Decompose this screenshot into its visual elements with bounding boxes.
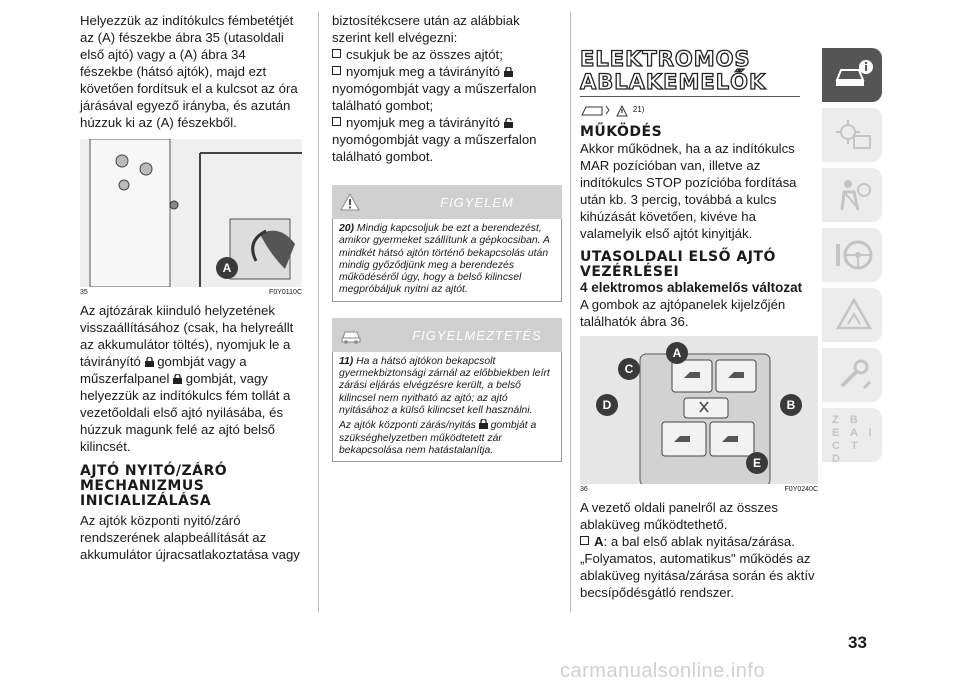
index-letters-icon: Z B E A I C T D: [832, 414, 875, 465]
checkbox-bullet-icon: [332, 117, 341, 126]
car-caution-icon: [340, 326, 362, 344]
figure-35-caption: [80, 289, 302, 296]
sidebar-tab-safety[interactable]: [822, 168, 882, 222]
bullet-3: nyomjuk meg a távirányító nyomógombját vagy a műszerfalon található gombot.: [332, 115, 537, 164]
wrench-service-icon: [834, 358, 874, 392]
bullet-a: A: a bal első ablak nyitása/zárása. „Folyamatos, automatikus" működés az ablaküveg nyitása/zárása során és aktív becsípődésgátló rendszer.: [580, 534, 815, 600]
section-title: ELEKTROMOS ABLAKEMELŐK: [580, 48, 800, 97]
lock-icon: [479, 419, 488, 429]
reference-icons: [580, 103, 818, 119]
warning-triangle-icon: [616, 105, 628, 117]
figure-35: [80, 139, 302, 287]
figure-number: 36: [580, 486, 588, 493]
lock-icon: [145, 357, 154, 367]
sidebar-tab-emergency[interactable]: [822, 288, 882, 342]
figure-36: [580, 336, 818, 484]
caution-text: Ha a hátsó ajtókon bekapcsolt gyermekbiztonsági zárnál az előbbiekben leírt zárási eljárás elvégzésre került, a belső kilincsel nem nyitható az ajtó; az ajtó nyitásához a külső kilincset kell használni.: [339, 355, 550, 416]
paragraph-3: Az ajtók központi nyitó/záró rendszerének alapbeállítását az akkumulátor újracsatlakoztatása vagy: [80, 513, 300, 562]
sidebar-tab-car-info[interactable]: [822, 48, 882, 102]
figure-36-caption: [580, 486, 818, 493]
warning-box: [332, 219, 562, 302]
warning-lights-icon: [834, 118, 874, 152]
door-lock-illustration: [80, 139, 302, 287]
chapter-sidebar: [822, 48, 884, 468]
subheading-variant: 4 elektromos ablakemelős változat: [580, 280, 803, 295]
column-3: [580, 48, 818, 601]
caution-number: 11): [339, 355, 354, 367]
lock-icon: [173, 374, 182, 384]
sidebar-tab-driving[interactable]: [822, 228, 882, 282]
checkbox-bullet-icon: [332, 66, 341, 75]
caution-header: [332, 318, 562, 352]
sidebar-tab-index[interactable]: [822, 408, 882, 465]
watermark: carmanualsonline.info: [560, 660, 766, 682]
warning-text: Mindig kapcsoljuk be ezt a berendezést, amikor gyermeket szállítunk a gépkocsiban. A mindkét hátsó ajtón történő bekapcsolás után mindig győződjünk meg a berendezés működéséről úgy, hogy a belső kilincsel megpróbáljuk nyitni az ajtót.: [339, 223, 550, 296]
figure-label-a: A: [666, 342, 688, 364]
car-info-icon: [834, 58, 874, 92]
page-number: 33: [848, 633, 867, 652]
figure-label-b: B: [780, 394, 802, 416]
bullet-2: nyomjuk meg a távirányító nyomógombját vagy a műszerfalon található gombot;: [332, 64, 537, 113]
figure-code: F0Y0110C: [269, 289, 302, 296]
warning-triangle-icon: [340, 193, 360, 211]
window-lift-icon: [580, 103, 612, 117]
figure-label-d: D: [596, 394, 618, 416]
sidebar-tab-warning-lights[interactable]: [822, 108, 882, 162]
figure-label-e: E: [746, 452, 768, 474]
bullet-1: csukjuk be az összes ajtót;: [332, 46, 562, 63]
lock-icon: [504, 67, 513, 77]
warning-title: FIGYELEM: [440, 195, 514, 210]
heading-passenger-door: UTASOLDALI ELSŐ AJTÓ VEZÉRLÉSEI: [580, 249, 776, 280]
paragraph-2: Az ajtózárak kiinduló helyzetének visszaállításához (csak, ha helyreállt az akkumulátor töltés), nyomjuk le a távirányító gombját vagy a műszerfalpanel gombját, vagy helyezzük az indítókulcs fém tollát a vezetőoldali első ajtó nyilásába, és húzzuk magunk felé az ajtó belső kilincsét.: [80, 303, 294, 454]
figure-code: F0Y0240C: [784, 486, 818, 493]
steering-wheel-icon: [834, 238, 874, 272]
column-2: [332, 12, 562, 462]
paragraph-operation: Akkor működnek, ha a az indítókulcs MAR pozícióban van, illetve az indítókulcs STOP pozícióba fordítása után kb. 3 percig, továbbá a kulcs kihúzását követően, kivéve ha valamelyik első ajtót kinyitják.: [580, 141, 797, 241]
section-heading: AJTÓ NYITÓ/ZÁRÓ MECHANIZMUS INICIALIZÁLÁSA: [80, 463, 228, 509]
column-1: [80, 12, 302, 563]
seatbelt-airbag-icon: [834, 178, 874, 212]
unlock-icon: [504, 118, 513, 128]
paragraph-buttons: A gombok az ajtópanelek kijelzőjén találhatók ábra 36.: [580, 297, 786, 329]
warning-header: [332, 185, 562, 219]
figure-label-c: C: [618, 358, 640, 380]
heading-operation: MŰKÖDÉS: [580, 124, 663, 140]
caution-box: 11) Ha a hátsó ajtókon bekapcsolt gyermekbiztonsági zárnál az előbbiekben leírt zárási eljárás elvégzésre került, a belső kilincsel nem nyitható az ajtó; az ajtó nyitásához a külső kilincset kell használni. Az ajtók központi zárás/nyitás gombját a szükséghelyzetben működtetett zár bekapcsolása nem hatástalanítja.: [332, 352, 562, 462]
sidebar-tab-service[interactable]: [822, 348, 882, 402]
checkbox-bullet-icon: [580, 536, 589, 545]
checkbox-bullet-icon: [332, 49, 341, 58]
caution-title: FIGYELMEZTETÉS: [412, 327, 542, 343]
intro-paragraph: Helyezzük az indítókulcs fémbetétjét az (A) fészekbe ábra 35 (utasoldali első ajtó) vagy a (A) ábra 34 fészekbe (hátsó ajtók), majd ezt követően fordítsuk el a kulcsot az óra járásával egyező irányba, és azután húzzuk ki az (A) fészekből.: [80, 13, 298, 130]
figure-number: 35: [80, 289, 88, 296]
reference-number: 21): [632, 105, 645, 114]
road-warning-icon: [834, 298, 874, 332]
warning-number: 20): [339, 223, 355, 234]
figure-label-a: A: [216, 257, 238, 279]
intro-paragraph: biztosítékcsere után az alábbiak szerint kell elvégezni:: [332, 13, 520, 45]
paragraph-driver-panel: A vezető oldali panelről az összes ablaküveg működtethető.: [580, 500, 778, 532]
